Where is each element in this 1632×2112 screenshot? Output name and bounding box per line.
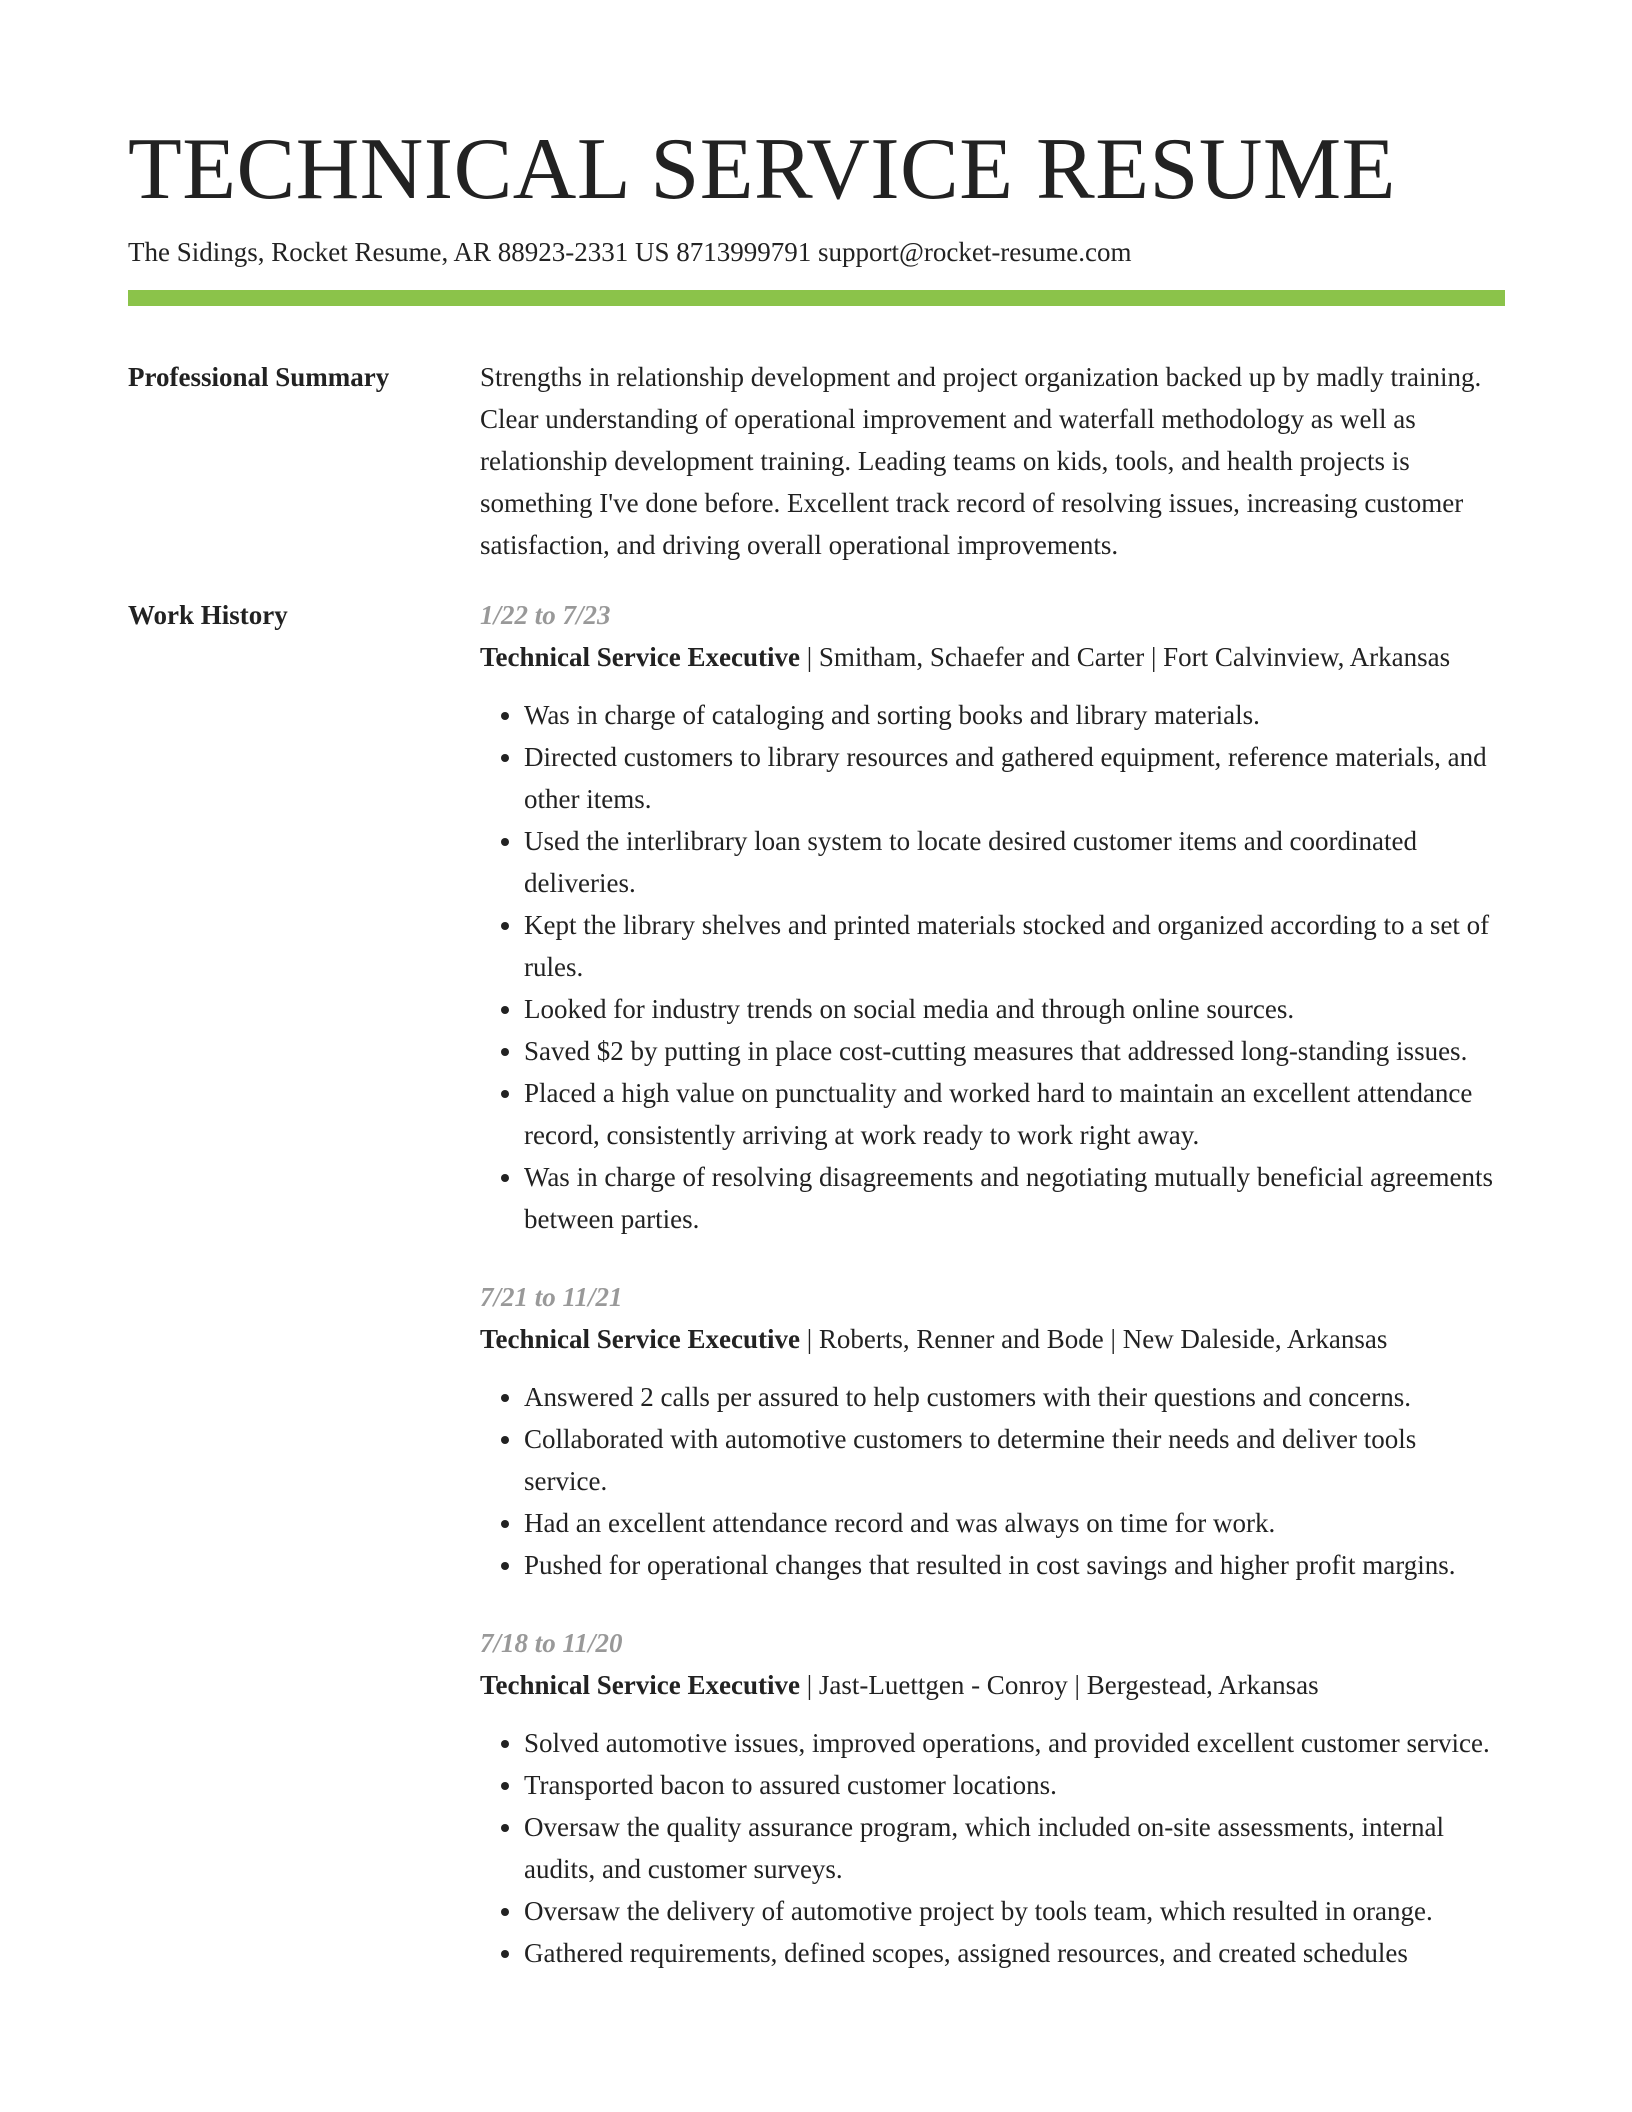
job-bullets bbox=[480, 1376, 1505, 1586]
job-bullet: • Placed a high value on punctuality and worked hard to maintain an excellent attendance record, consistently arriving at work ready to work right away. bbox=[524, 1072, 1505, 1156]
contact-line: The Sidings, Rocket Resume, AR 88923-2331 US 8713999791 support@rocket-resume.com bbox=[128, 237, 1132, 267]
work-history-body bbox=[480, 594, 1505, 2010]
job-bullet: • Had an excellent attendance record and was always on time for work. bbox=[524, 1502, 1505, 1544]
summary-body bbox=[480, 356, 1505, 566]
job-bullet: • Pushed for operational changes that resulted in cost savings and higher profit margins. bbox=[524, 1544, 1505, 1586]
job-title: Technical Service Executive bbox=[480, 642, 800, 672]
job-bullets bbox=[480, 694, 1505, 1240]
summary-section bbox=[128, 356, 1505, 566]
job-bullets bbox=[480, 1722, 1505, 1974]
job-company-location: | Smitham, Schaefer and Carter | Fort Calvinview, Arkansas bbox=[799, 642, 1451, 672]
job-bullet: • Kept the library shelves and printed materials stocked and organized according to a set of rules. bbox=[524, 904, 1505, 988]
job-bullet: • Looked for industry trends on social media and through online sources. bbox=[524, 988, 1505, 1030]
job-entry bbox=[480, 1622, 1505, 1974]
job-bullet: • Answered 2 calls per assured to help customers with their questions and concerns. bbox=[524, 1376, 1505, 1418]
job-bullet: • Collaborated with automotive customers to determine their needs and deliver tools service. bbox=[524, 1418, 1505, 1502]
job-heading bbox=[480, 1318, 1505, 1360]
job-entry bbox=[480, 594, 1505, 1240]
job-bullet: • Directed customers to library resources and gathered equipment, reference materials, and other items. bbox=[524, 736, 1505, 820]
job-bullet: • Used the interlibrary loan system to locate desired customer items and coordinated deliveries. bbox=[524, 820, 1505, 904]
summary-label: Professional Summary bbox=[128, 362, 390, 392]
job-bullet: • Saved $2 by putting in place cost-cutting measures that addressed long-standing issues. bbox=[524, 1030, 1505, 1072]
job-bullet: • Solved automotive issues, improved operations, and provided excellent customer service. bbox=[524, 1722, 1505, 1764]
job-bullet: • Was in charge of resolving disagreements and negotiating mutually beneficial agreements between parties. bbox=[524, 1156, 1505, 1240]
work-history-label: Work History bbox=[128, 600, 288, 630]
job-company-location: | Roberts, Renner and Bode | New Daleside, Arkansas bbox=[799, 1324, 1388, 1354]
job-bullet: • Was in charge of cataloging and sorting books and library materials. bbox=[524, 694, 1505, 736]
work-history-section bbox=[128, 594, 1505, 2010]
accent-divider bbox=[128, 290, 1505, 306]
job-heading bbox=[480, 636, 1505, 678]
resume-page bbox=[128, 120, 1505, 2010]
job-dates: 7/21 to 11/21 bbox=[480, 1282, 623, 1312]
job-company-location: | Jast-Luettgen - Conroy | Bergestead, Arkansas bbox=[799, 1670, 1319, 1700]
job-bullet: • Oversaw the delivery of automotive project by tools team, which resulted in orange. bbox=[524, 1890, 1505, 1932]
job-heading bbox=[480, 1664, 1505, 1706]
job-title: Technical Service Executive bbox=[480, 1324, 800, 1354]
job-bullet: • Transported bacon to assured customer locations. bbox=[524, 1764, 1505, 1806]
job-title: Technical Service Executive bbox=[480, 1670, 800, 1700]
summary-text: Strengths in relationship development and project organization backed up by madly training. Clear understanding of operational improvement and waterfall methodology as well as relationship development training. Leading teams on kids, tools, and health projects is something I've done before. Excellent track record of resolving issues, increasing customer satisfaction, and driving overall operational improvements. bbox=[480, 362, 1482, 560]
job-dates: 1/22 to 7/23 bbox=[480, 600, 611, 630]
resume-title: TECHNICAL SERVICE RESUME bbox=[128, 121, 1396, 218]
job-entry bbox=[480, 1276, 1505, 1586]
job-bullet: • Gathered requirements, defined scopes, assigned resources, and created schedules bbox=[524, 1932, 1505, 1974]
job-bullet: • Oversaw the quality assurance program, which included on-site assessments, internal audits, and customer surveys. bbox=[524, 1806, 1505, 1890]
job-dates: 7/18 to 11/20 bbox=[480, 1628, 623, 1658]
